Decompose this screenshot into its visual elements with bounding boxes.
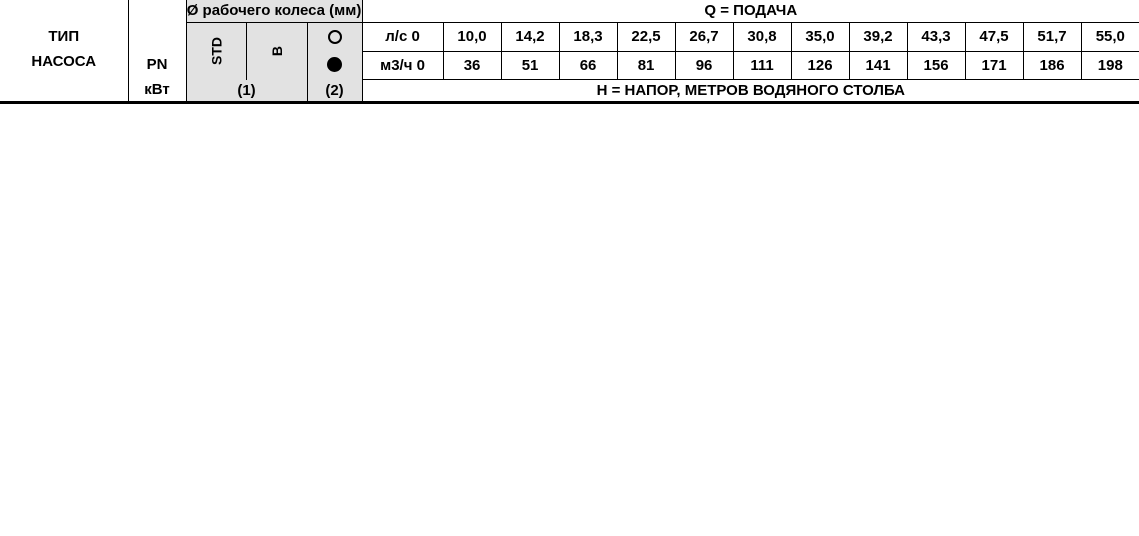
flow-m3h-value: 66 bbox=[559, 52, 617, 80]
flow-m3h-value: 81 bbox=[617, 52, 675, 80]
flow-m3h-value: 156 bbox=[907, 52, 965, 80]
flow-ls-zero-label: л/с 0 bbox=[362, 22, 443, 52]
impeller-diameter-header: Ø рабочего колеса (мм) bbox=[186, 0, 362, 22]
open-circle-icon bbox=[328, 30, 342, 44]
flow-m3h-value: 186 bbox=[1023, 52, 1081, 80]
flow-m3h-value: 36 bbox=[443, 52, 501, 80]
flow-m3h-value: 198 bbox=[1081, 52, 1139, 80]
flow-m3h-value: 171 bbox=[965, 52, 1023, 80]
note-1-label: (1) bbox=[186, 80, 307, 103]
flow-ls-value: 30,8 bbox=[733, 22, 791, 52]
head-title: Н = НАПОР, МЕТРОВ ВОДЯНОГО СТОЛБА bbox=[362, 80, 1139, 103]
pump-table bbox=[0, 0, 1139, 104]
flow-m3h-value: 111 bbox=[733, 52, 791, 80]
flow-m3h-value: 126 bbox=[791, 52, 849, 80]
flow-ls-value: 10,0 bbox=[443, 22, 501, 52]
std-label: STD bbox=[208, 37, 224, 65]
flow-ls-value: 26,7 bbox=[675, 22, 733, 52]
pn-label: PN bbox=[146, 55, 168, 73]
pump-type-header bbox=[0, 0, 128, 103]
flow-header: Q = ПОДАЧА bbox=[362, 0, 1139, 22]
flow-ls-value: 14,2 bbox=[501, 22, 559, 52]
flow-ls-value: 51,7 bbox=[1023, 22, 1081, 52]
kw-label: кВт bbox=[144, 81, 170, 98]
std-column-header bbox=[186, 22, 246, 80]
flow-ls-value: 55,0 bbox=[1081, 22, 1139, 52]
flow-ls-value: 43,3 bbox=[907, 22, 965, 52]
b-label: В bbox=[268, 45, 285, 57]
flow-m3h-zero-label: м3/ч 0 bbox=[362, 52, 443, 80]
filled-circle-icon bbox=[327, 57, 342, 72]
flow-ls-value: 39,2 bbox=[849, 22, 907, 52]
flow-m3h-value: 96 bbox=[675, 52, 733, 80]
flow-m3h-value: 141 bbox=[849, 52, 907, 80]
b-column-header bbox=[246, 22, 307, 80]
note-2-label: (2) bbox=[307, 80, 362, 103]
flow-ls-value: 35,0 bbox=[791, 22, 849, 52]
marker-legend-header bbox=[307, 22, 362, 80]
flow-ls-value: 22,5 bbox=[617, 22, 675, 52]
pump-type-header-line2: НАСОСА bbox=[31, 53, 97, 70]
flow-ls-value: 18,3 bbox=[559, 22, 617, 52]
power-header bbox=[128, 0, 186, 103]
flow-ls-value: 47,5 bbox=[965, 22, 1023, 52]
pump-type-header-line1: ТИП bbox=[48, 28, 80, 45]
flow-m3h-value: 51 bbox=[501, 52, 559, 80]
